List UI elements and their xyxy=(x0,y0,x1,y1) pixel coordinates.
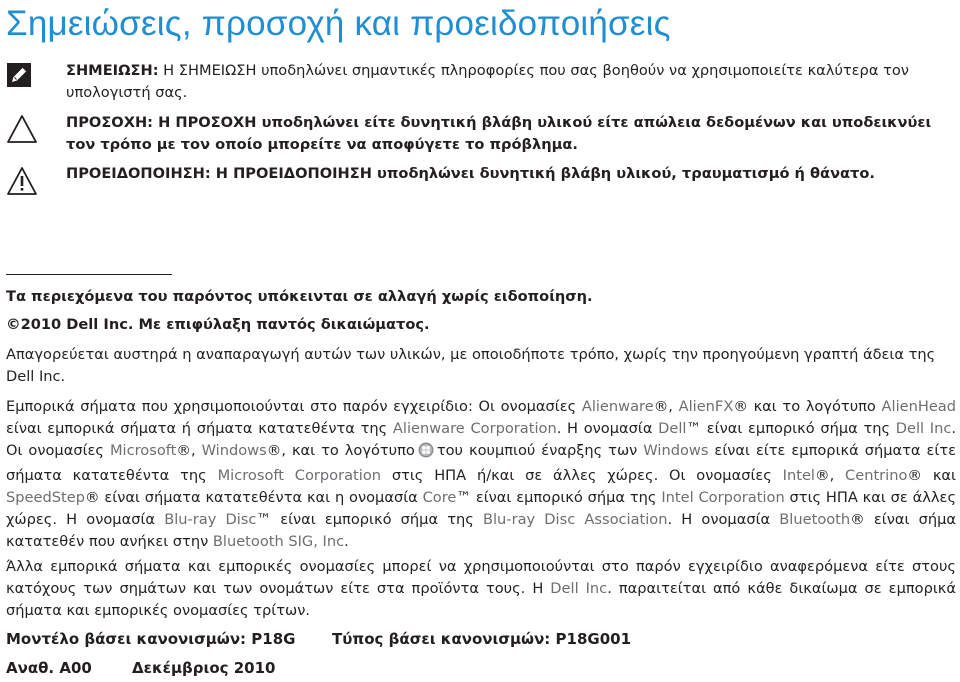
regulatory-model: Μοντέλο βάσει κανονισμών: P18G xyxy=(6,630,296,648)
other-marks-paragraph: Άλλα εμπορικά σήματα και εμπορικές ονομασίες μπορεί να χρησιμοποιούνται στο παρόν εγχειρίδιο αναφερόμενα είτε στους κατόχους των σημάτων και των ονομάτων είτε στα προϊόντα τους. Η Dell Inc. παραιτείται από κάθε δικαίωμα σε εμπορικά σήματα και εμπορικές ονομασίες τρίτων. xyxy=(6,558,956,619)
note-label: ΣΗΜΕΙΩΣΗ: xyxy=(66,62,159,79)
caution-triangle-icon xyxy=(6,114,38,148)
regulatory-type: Τύπος βάσει κανονισμών: P18G001 xyxy=(332,630,632,648)
windows-start-logo-icon xyxy=(418,442,434,465)
model-info xyxy=(6,630,631,648)
note-text xyxy=(66,60,956,104)
revision-date: Δεκέμβριος 2010 xyxy=(132,659,276,677)
reproduction-text: Απαγορεύεται αυστηρά η αναπαραγωγή αυτών των υλικών, με οποιοδήποτε τρόπο, χωρίς την προηγούμενη γραπτή άδεια της Dell Inc. xyxy=(6,346,936,385)
copyright-text: ©2010 Dell Inc. Με επιφύλαξη παντός δικαιώματος. xyxy=(6,316,430,333)
section-divider xyxy=(6,274,172,275)
subject-to-change-text: Τα περιεχόμενα του παρόντος υπόκεινται σε αλλαγή χωρίς ειδοποίηση. xyxy=(6,288,593,305)
page-title: Σημειώσεις, προσοχή και προειδοποιήσεις xyxy=(6,4,671,43)
caution-text: ΠΡΟΣΟΧΗ: Η ΠΡΟΣΟΧΗ υποδηλώνει είτε δυνητική βλάβη υλικού είτε απώλεια δεδομένων και υποδεικνύει τον τρόπο με τον οποίο μπορείτε να αποφύγετε το πρόβλημα. xyxy=(66,114,932,153)
warning-triangle-icon xyxy=(6,166,38,200)
warning-text: ΠΡΟΕΙΔΟΠΟΙΗΣΗ: Η ΠΡΟΕΙΔΟΠΟΙΗΣΗ υποδηλώνει δυνητική βλάβη υλικού, τραυματισμό ή θάνατο. xyxy=(66,165,875,182)
revision-info xyxy=(6,659,276,677)
note-body: Η ΣΗΜΕΙΩΣΗ υποδηλώνει σημαντικές πληροφορίες που σας βοηθούν να χρησιμοποιείτε καλύτερα τον υπολογιστή σας. xyxy=(66,62,909,101)
trademarks-paragraph: Εμπορικά σήματα που χρησιμοποιούνται στο παρόν εγχειρίδιο: Οι ονομασίες Alienware®, AlienFX® και το λογότυπο AlienHead είναι εμπορικά σήματα ή σήματα κατατεθέντα της Alienware Corporation. Η ονομασία Dell™ είναι εμπορικό σήμα της Dell Inc. Οι ονομασίες Microsoft®, Windows®, και το λογότυπο του κουμπιού έναρξης των Windows είναι είτε εμπορικά σήματα είτε σήματα κατατεθέντα της Microsoft Corporation στις ΗΠΑ ή/και σε άλλες χώρες. Οι ονομασίες Intel®, Centrino® και SpeedStep® είναι σήματα κατατεθέντα και η ονομασία Core™ είναι εμπορικό σήμα της Intel Corporation στις ΗΠΑ και σε άλλες χώρες. Η ονομασία Blu-ray Disc™ είναι εμπορικό σήμα της Blu-ray Disc Association. Η ονομασία Bluetooth® είναι σήμα κατατεθέν που ανήκει στην Bluetooth SIG, Inc. xyxy=(6,398,957,550)
note-pencil-icon xyxy=(6,62,32,92)
revision-number: Αναθ. A00 xyxy=(6,659,92,677)
